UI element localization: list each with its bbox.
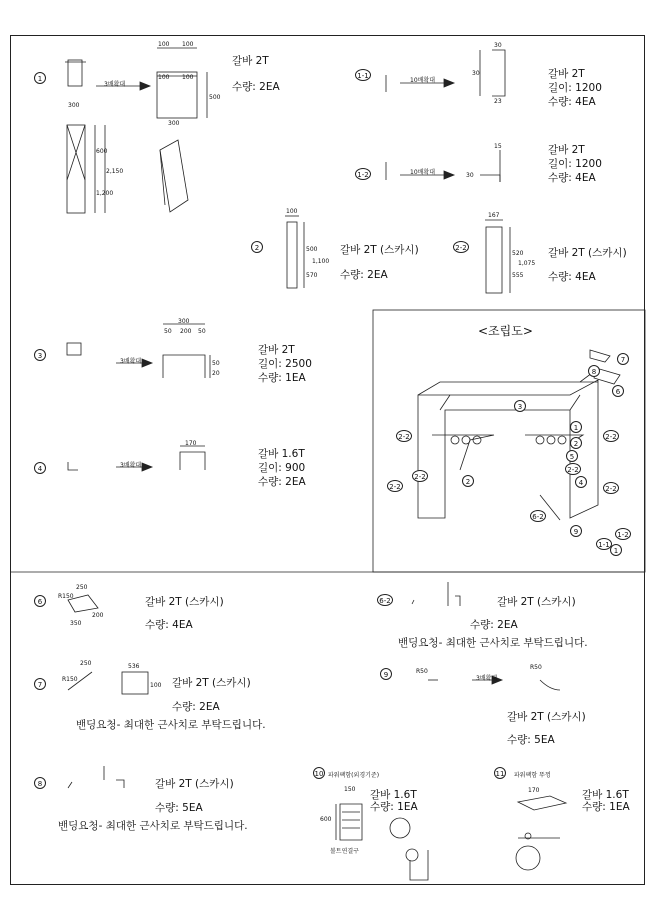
- part-3-dim-mid: 200: [180, 328, 192, 335]
- assembly-callout-6: 6: [612, 385, 624, 397]
- part-2-2-dim-b: 520: [512, 250, 524, 257]
- part-6-dim-side: 200: [92, 612, 104, 619]
- part-1-1-length: 길이: 1200: [548, 82, 602, 94]
- part-7-dim-width: 536: [128, 663, 140, 670]
- part-4-number: 4: [34, 462, 46, 474]
- part-6-2-number: 6-2: [377, 594, 393, 606]
- part-2-number: 2: [251, 241, 263, 253]
- part-10-number: 10: [313, 767, 325, 779]
- assembly-callout-7: 7: [617, 353, 629, 365]
- part-1-1-dim-b: 30: [472, 70, 480, 77]
- assembly-callout-2-2-d: 2-2: [603, 482, 619, 494]
- assembly-callout-1-2: 1-2: [615, 528, 631, 540]
- assembly-callout-1-1: 1-1: [596, 538, 612, 550]
- part-2-quantity: 수량: 2EA: [340, 269, 388, 281]
- part-11-number: 11: [494, 767, 506, 779]
- part-2-dim-d: 570: [306, 272, 318, 279]
- part-1-1-number: 1-1: [355, 69, 371, 81]
- part-6-number: 6: [34, 595, 46, 607]
- part-2-2-dim-c: 1,075: [518, 260, 536, 267]
- part-2-dim-a: 100: [286, 208, 298, 215]
- part-3-length: 길이: 2500: [258, 358, 312, 370]
- part-2-material: 갈바 2T (스카시): [340, 244, 419, 256]
- part-7-dim-radius: R150: [62, 676, 78, 683]
- part-1-dim-f: 500: [209, 94, 221, 101]
- part-1-dim-a: 100: [158, 41, 170, 48]
- part-6-dim-bottom: 350: [70, 620, 82, 627]
- part-1-2-number: 1-2: [355, 168, 371, 180]
- part-9-material: 갈바 2T (스카시): [507, 711, 586, 723]
- assembly-callout-2-2-f: 2-2: [565, 463, 581, 475]
- part-7-dim-top: 250: [80, 660, 92, 667]
- part-10-quantity: 수량: 1EA: [370, 801, 418, 813]
- part-1-1-dim-a: 30: [494, 42, 502, 49]
- part-1-2-length: 길이: 1200: [548, 158, 602, 170]
- part-3-dim-lip: 20: [212, 370, 220, 377]
- part-8-material: 갈바 2T (스카시): [155, 778, 234, 790]
- part-2-2-quantity: 수량: 4EA: [548, 271, 596, 283]
- part-1-material: 갈바 2T: [232, 55, 269, 67]
- part-1-1-magnify: 10배확대: [410, 77, 436, 84]
- part-1-1-material: 갈바 2T: [548, 68, 585, 80]
- part-3-dim-height: 50: [212, 360, 220, 367]
- part-1-dim-600: 600: [96, 148, 108, 155]
- assembly-callout-1: 1: [570, 421, 582, 433]
- part-9-quantity: 수량: 5EA: [507, 734, 555, 746]
- part-6-2-note: 밴딩요청- 최대한 근사치로 부탁드립니다.: [398, 637, 588, 649]
- part-1-dim-1200: 1,200: [96, 190, 114, 197]
- assembly-callout-2: 2: [570, 437, 582, 449]
- part-6-material: 갈바 2T (스카시): [145, 596, 224, 608]
- part-6-dim-radius: R150: [58, 593, 74, 600]
- part-4-quantity: 수량: 2EA: [258, 476, 306, 488]
- part-2-2-dim-a: 167: [488, 212, 500, 219]
- part-9-magnify: 3배확대: [476, 675, 498, 682]
- part-7-note: 밴딩요청- 최대한 근사치로 부탁드립니다.: [76, 719, 266, 731]
- part-10-title: 파워팩함(외경기준): [328, 772, 380, 779]
- part-3-quantity: 수량: 1EA: [258, 372, 306, 384]
- assembly-callout-4: 4: [575, 476, 587, 488]
- assembly-callout-1-b: 1: [610, 544, 622, 556]
- part-1-1-dim-c: 23: [494, 98, 502, 105]
- part-9-dim-small: R50: [416, 668, 428, 675]
- part-11-dim: 170: [528, 787, 540, 794]
- part-7-material: 갈바 2T (스카시): [172, 677, 251, 689]
- part-3-dim-total: 300: [178, 318, 190, 325]
- assembly-callout-6-2: 6-2: [530, 510, 546, 522]
- assembly-callout-5: 5: [566, 450, 578, 462]
- part-1-number: 1: [34, 72, 46, 84]
- part-6-2-material: 갈바 2T (스카시): [497, 596, 576, 608]
- part-4-material: 갈바 1.6T: [258, 448, 305, 460]
- part-1-dim-d: 100: [182, 74, 194, 81]
- assembly-callout-9: 9: [570, 525, 582, 537]
- part-11-title: 파워팩함 뚜껑: [514, 772, 551, 779]
- part-3-number: 3: [34, 349, 46, 361]
- part-1-quantity: 수량: 2EA: [232, 81, 280, 93]
- part-11-quantity: 수량: 1EA: [582, 801, 630, 813]
- part-6-quantity: 수량: 4EA: [145, 619, 193, 631]
- part-3-magnify: 3배확대: [120, 358, 142, 365]
- assembly-callout-8: 8: [588, 365, 600, 377]
- part-4-dim: 170: [185, 440, 197, 447]
- part-1-2-quantity: 수량: 4EA: [548, 172, 596, 184]
- part-10-dim-width: 150: [344, 786, 356, 793]
- part-2-2-number: 2-2: [453, 241, 469, 253]
- part-1-2-dim-a: 15: [494, 143, 502, 150]
- part-9-number: 9: [380, 668, 392, 680]
- part-1-magnify: 3배확대: [104, 81, 126, 88]
- part-1-dim-2150: 2,150: [106, 168, 124, 175]
- part-1-dim-width: 300: [68, 102, 80, 109]
- part-1-dim-c: 100: [158, 74, 170, 81]
- part-7-dim-height: 100: [150, 682, 162, 689]
- assembly-callout-2-2-c: 2-2: [387, 480, 403, 492]
- part-11-material: 갈바 1.6T: [582, 789, 629, 801]
- assembly-callout-3: 3: [514, 400, 526, 412]
- part-3-dim-left: 50: [164, 328, 172, 335]
- assembly-callout-2-2-b: 2-2: [603, 430, 619, 442]
- part-2-2-material: 갈바 2T (스카시): [548, 247, 627, 259]
- part-10-material: 갈바 1.6T: [370, 789, 417, 801]
- part-8-quantity: 수량: 5EA: [155, 802, 203, 814]
- part-4-magnify: 3배확대: [120, 462, 142, 469]
- part-10-caption: 볼트연결구: [330, 848, 359, 855]
- part-3-material: 갈바 2T: [258, 344, 295, 356]
- part-1-2-magnify: 10배확대: [410, 169, 436, 176]
- assembly-callout-2-2-e: 2-2: [412, 470, 428, 482]
- assembly-callout-2-b: 2: [462, 475, 474, 487]
- part-2-dim-c: 1,100: [312, 258, 330, 265]
- part-1-2-material: 갈바 2T: [548, 144, 585, 156]
- part-10-dim-height: 600: [320, 816, 332, 823]
- part-9-dim-large: R50: [530, 664, 542, 671]
- assembly-title: <조립도>: [478, 324, 533, 338]
- part-1-1-quantity: 수량: 4EA: [548, 96, 596, 108]
- part-1-dim-e: 300: [168, 120, 180, 127]
- part-8-number: 8: [34, 777, 46, 789]
- part-6-dim-top: 250: [76, 584, 88, 591]
- part-2-dim-b: 500: [306, 246, 318, 253]
- part-1-2-dim-b: 30: [466, 172, 474, 179]
- part-3-dim-right: 50: [198, 328, 206, 335]
- assembly-callout-2-2-a: 2-2: [396, 430, 412, 442]
- part-7-number: 7: [34, 678, 46, 690]
- part-2-2-dim-d: 555: [512, 272, 524, 279]
- part-1-dim-b: 100: [182, 41, 194, 48]
- part-6-2-quantity: 수량: 2EA: [470, 619, 518, 631]
- part-8-note: 밴딩요청- 최대한 근사치로 부탁드립니다.: [58, 820, 248, 832]
- part-4-length: 길이: 900: [258, 462, 306, 474]
- part-7-quantity: 수량: 2EA: [172, 701, 220, 713]
